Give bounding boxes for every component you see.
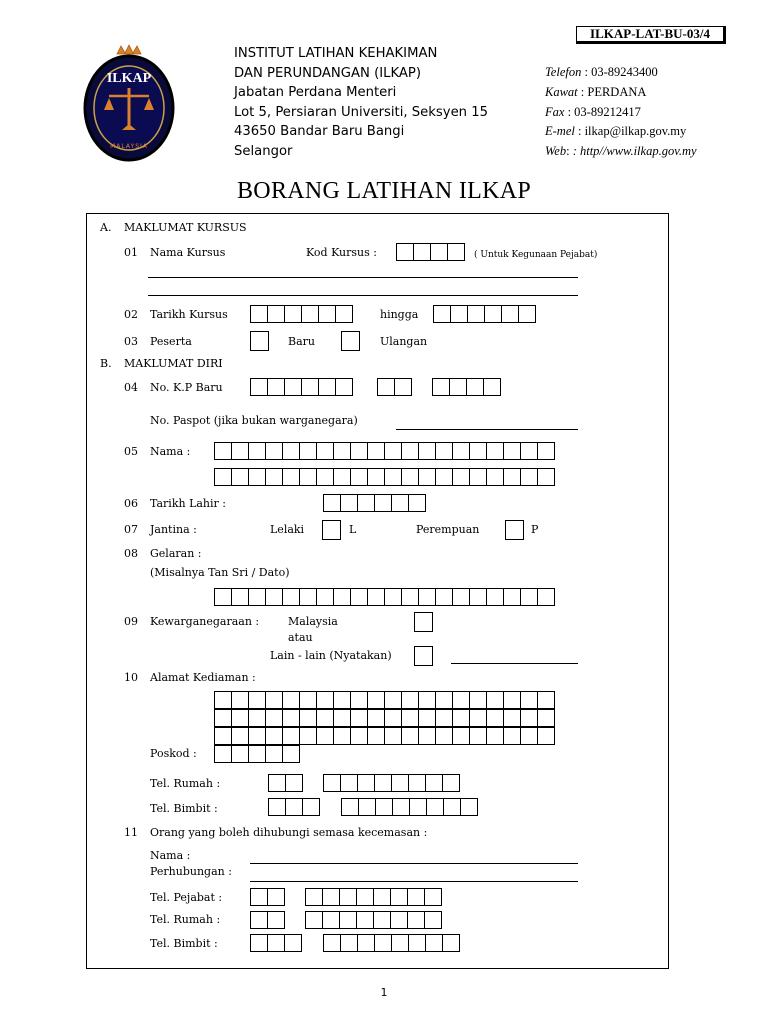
tarikh-kursus-from-boxes[interactable]: [250, 305, 353, 323]
kecemasan-tel-rumah-area-boxes[interactable]: [250, 911, 285, 929]
q05-number: 05: [124, 445, 138, 458]
tel-pejabat-number-boxes[interactable]: [305, 888, 442, 906]
ulangan-checkbox[interactable]: [341, 331, 360, 351]
q03-label: Peserta: [150, 335, 192, 348]
tarikh-kursus-to-boxes[interactable]: [433, 305, 536, 323]
q08-hint: (Misalnya Tan Sri / Dato): [150, 566, 290, 579]
svg-text:MALAYSIA: MALAYSIA: [110, 143, 148, 150]
atau-label: atau: [288, 631, 313, 644]
q02-number: 02: [124, 308, 138, 321]
kawat-label: Kawat: [545, 84, 578, 99]
lain-checkbox[interactable]: [414, 646, 433, 666]
form-title: BORANG LATIHAN ILKAP: [237, 178, 531, 204]
alamat-row2-boxes[interactable]: [214, 709, 555, 727]
ilkap-logo: [82, 44, 176, 162]
institution-address: [234, 44, 488, 162]
kecemasan-nama-line[interactable]: [250, 863, 578, 864]
telefon-value: : 03-89243400: [584, 65, 658, 79]
kecemasan-tel-bimbit-number-boxes[interactable]: [323, 934, 460, 952]
q10-label: Alamat Kediaman :: [150, 671, 256, 684]
kod-kursus-label: Kod Kursus :: [306, 246, 377, 259]
contact-info: Telefon : 03-89243400 Kawat : PERDANA Fax : 03-89212417 E-mel : ilkap@ilkap.gov.my Web: : http//www.ilkap.gov.my: [545, 65, 697, 159]
gelaran-boxes[interactable]: [214, 588, 555, 606]
email-label: E-mel: [545, 124, 575, 139]
paspot-label: No. Paspot (jika bukan warganegara): [150, 414, 358, 427]
kp-part1-boxes[interactable]: [250, 378, 353, 396]
q10-number: 10: [124, 671, 138, 684]
page-number: 1: [380, 986, 388, 999]
lain-label: Lain - lain (Nyatakan): [270, 649, 392, 662]
fax-label: Fax: [545, 104, 565, 119]
institution-line: Lot 5, Persiaran Universiti, Seksyen 15: [234, 104, 489, 120]
perhubungan-label: Perhubungan :: [150, 865, 232, 878]
q08-label: Gelaran :: [150, 547, 202, 560]
web-value: : http//www.ilkap.gov.my: [572, 144, 697, 159]
tel-bimbit-prefix-boxes[interactable]: [268, 798, 320, 816]
lain-nyatakan-line[interactable]: [451, 663, 578, 664]
tel-bimbit-number-boxes[interactable]: [341, 798, 478, 816]
malaysia-checkbox[interactable]: [414, 612, 433, 632]
web-label: Web: [545, 144, 567, 159]
poskod-label: Poskod :: [150, 747, 197, 760]
q07-number: 07: [124, 523, 138, 536]
institution-line: Jabatan Perdana Menteri: [234, 85, 397, 101]
q09-number: 09: [124, 615, 138, 628]
tel-rumah-label: Tel. Rumah :: [150, 777, 221, 790]
lelaki-label: Lelaki: [270, 523, 305, 536]
section-a-heading: MAKLUMAT KURSUS: [124, 221, 247, 234]
kecemasan-tel-bimbit-label: Tel. Bimbit :: [150, 937, 218, 950]
nama-kursus-line-2[interactable]: [148, 295, 578, 296]
perempuan-label: Perempuan: [416, 523, 480, 536]
q06-label: Tarikh Lahir :: [150, 497, 226, 510]
alamat-row1-boxes[interactable]: [214, 691, 555, 709]
kecemasan-tel-rumah-number-boxes[interactable]: [305, 911, 442, 929]
malaysia-label: Malaysia: [288, 615, 338, 628]
telefon-label: Telefon: [545, 65, 582, 79]
nama-row1-boxes[interactable]: [214, 442, 555, 460]
l-label: L: [349, 523, 357, 536]
perhubungan-line[interactable]: [250, 881, 578, 882]
tarikh-lahir-boxes[interactable]: [323, 494, 426, 512]
institution-line: DAN PERUNDANGAN (ILKAP): [234, 65, 421, 81]
kp-part2-boxes[interactable]: [377, 378, 412, 396]
form-code: ILKAP-LAT-BU-03/4: [576, 26, 726, 44]
tel-pejabat-area-boxes[interactable]: [250, 888, 285, 906]
institution-line: INSTITUT LATIHAN KEHAKIMAN: [234, 46, 438, 61]
ulangan-label: Ulangan: [380, 335, 428, 348]
q04-number: 04: [124, 381, 138, 394]
nama-row2-boxes[interactable]: [214, 468, 555, 486]
section-a-letter: A.: [100, 221, 112, 234]
email-value: : ilkap@ilkap.gov.my: [577, 124, 687, 139]
kecemasan-tel-bimbit-prefix-boxes[interactable]: [250, 934, 302, 952]
kecemasan-tel-rumah-label: Tel. Rumah :: [150, 913, 221, 926]
q07-label: Jantina :: [150, 523, 197, 536]
tel-rumah-number-boxes[interactable]: [323, 774, 460, 792]
svg-text:ILKAP: ILKAP: [106, 71, 152, 86]
q05-label: Nama :: [150, 445, 191, 458]
alamat-row3-boxes[interactable]: [214, 727, 555, 745]
institution-line: Selangor: [234, 143, 293, 159]
fax-value: : 03-89212417: [567, 104, 641, 119]
q01-number: 01: [124, 246, 138, 259]
section-b-heading: MAKLUMAT DIRI: [124, 357, 223, 370]
kod-kursus-boxes[interactable]: [396, 243, 465, 261]
q03-number: 03: [124, 335, 138, 348]
perempuan-checkbox[interactable]: [505, 520, 524, 540]
q02-label: Tarikh Kursus: [150, 308, 228, 321]
q01-label: Nama Kursus: [150, 246, 226, 259]
q11-number: 11: [124, 826, 138, 839]
paspot-line[interactable]: [396, 429, 578, 430]
q04-label: No. K.P Baru: [150, 381, 223, 394]
kecemasan-nama-label: Nama :: [150, 849, 191, 862]
baru-checkbox[interactable]: [250, 331, 269, 351]
baru-label: Baru: [288, 335, 315, 348]
lelaki-checkbox[interactable]: [322, 520, 341, 540]
tel-bimbit-label: Tel. Bimbit :: [150, 802, 218, 815]
nama-kursus-line-1[interactable]: [148, 277, 578, 278]
q09-label: Kewarganegaraan :: [150, 615, 260, 628]
q08-number: 08: [124, 547, 138, 560]
q06-number: 06: [124, 497, 138, 510]
kp-part3-boxes[interactable]: [432, 378, 501, 396]
poskod-boxes[interactable]: [214, 745, 300, 763]
tel-pejabat-label: Tel. Pejabat :: [150, 891, 223, 904]
institution-line: 43650 Bandar Baru Bangi: [234, 124, 405, 140]
hingga-label: hingga: [380, 308, 419, 321]
kawat-value: : PERDANA: [580, 84, 647, 99]
q11-label: Orang yang boleh dihubungi semasa kecemasan :: [150, 826, 428, 839]
section-b-letter: B.: [100, 357, 112, 370]
tel-rumah-area-boxes[interactable]: [268, 774, 303, 792]
p-label: P: [531, 523, 539, 536]
kod-kursus-note: ( Untuk Kegunaan Pejabat): [474, 250, 598, 260]
